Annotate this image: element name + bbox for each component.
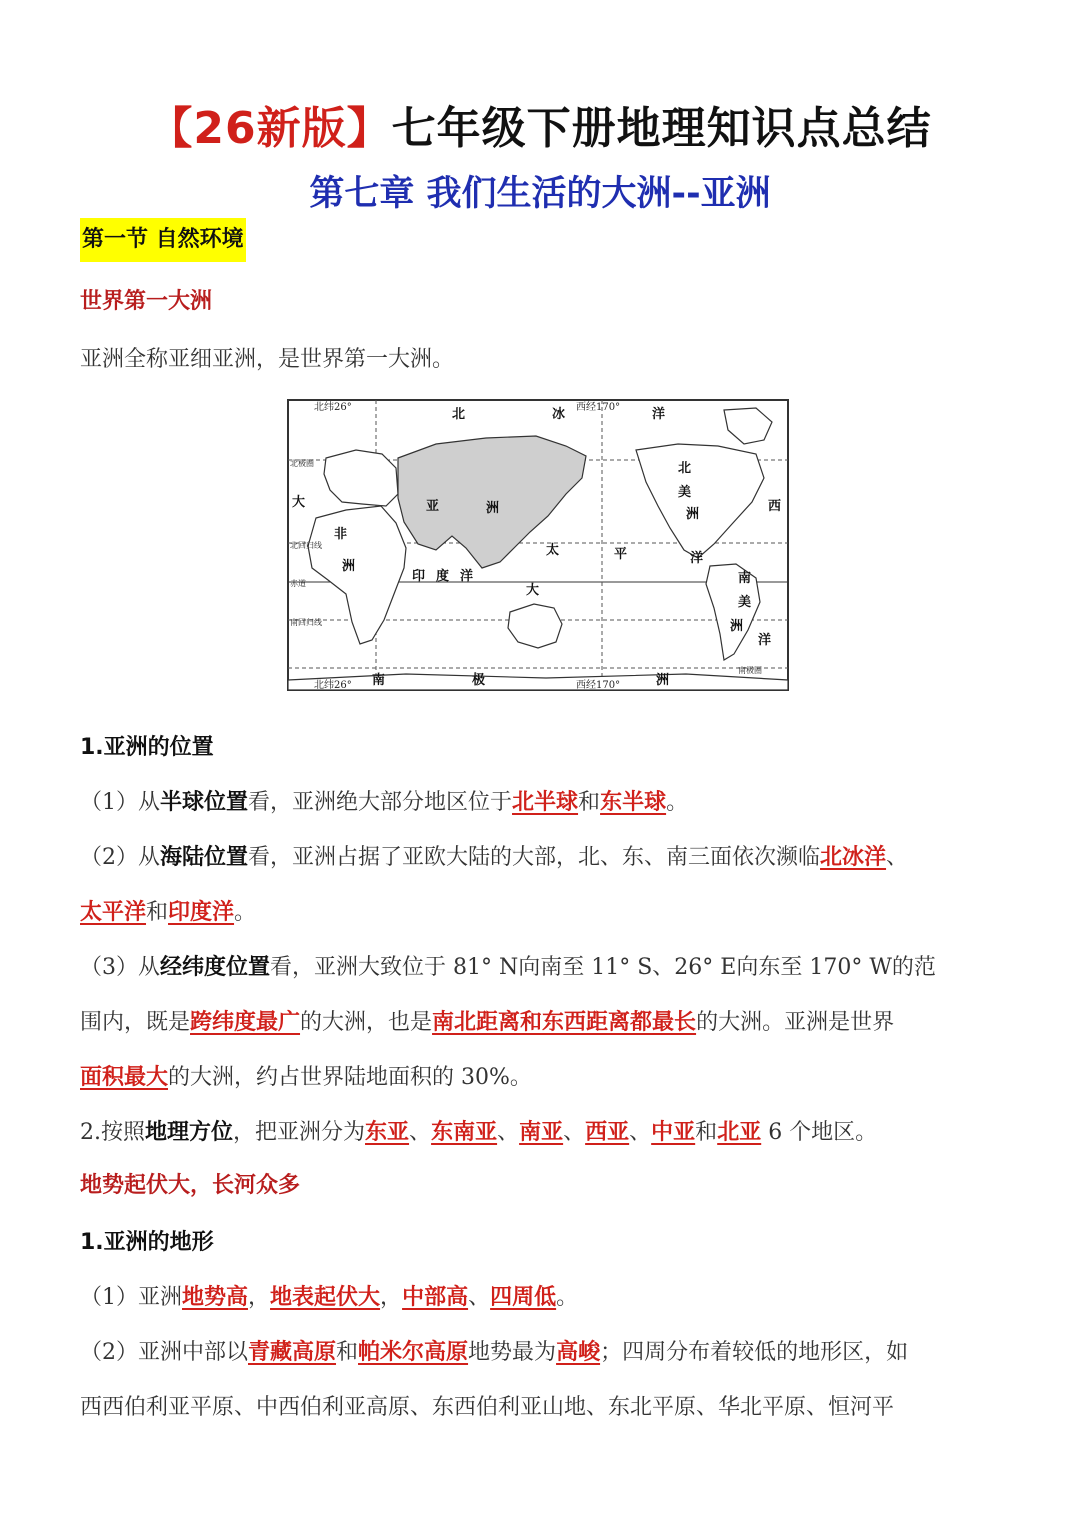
para-latlon-2: 围内，既是跨纬度最广的大洲，也是南北距离和东西距离都最长的大洲。亚洲是世界	[80, 1009, 895, 1035]
label-na-3: 洲	[686, 507, 700, 522]
label-indian-2: 度	[436, 569, 450, 584]
label-africa-2: 洲	[342, 559, 356, 574]
label-sa-3: 洲	[730, 619, 744, 634]
label-na-1: 北	[678, 461, 692, 476]
para-hemisphere: （1）从半球位置看，亚洲绝大部分地区位于北半球和东半球。	[80, 789, 689, 815]
label-equator: 赤道	[290, 579, 306, 588]
heading-asia-terrain: 1.亚洲的地形	[80, 1230, 214, 1255]
label-lon-br: 西经170°	[576, 680, 621, 691]
section-heading: 第一节 自然环境	[80, 218, 246, 262]
subheading-terrain-rivers: 地势起伏大，长河众多	[80, 1173, 301, 1198]
label-indian-1: 印	[412, 569, 426, 584]
chapter-title: 第七章 我们生活的大洲--亚洲	[309, 174, 771, 214]
label-south-2: 极	[472, 673, 486, 688]
label-indian-3: 洋	[460, 569, 474, 584]
subheading-largest-continent: 世界第一大洲	[80, 289, 213, 314]
heading-asia-location: 1.亚洲的位置	[80, 735, 214, 760]
para-terrain-1: （1）亚洲地势高，地表起伏大，中部高、四周低。	[80, 1284, 579, 1310]
label-ocean-n2: 冰	[552, 407, 566, 422]
para-terrain-2: （2）亚洲中部以青藏高原和帕米尔高原地势最为高峻；四周分布着较低的地形区，如	[80, 1339, 909, 1365]
para-latlon: （3）从经纬度位置看，亚洲大致位于 81° N向南至 11° S、26° E向东至 170° W的范	[80, 954, 936, 980]
label-tropic-north: 北回归线	[290, 541, 322, 550]
label-lat-tl: 北纬26°	[314, 402, 352, 413]
label-arctic-circle: 北极圈	[290, 459, 314, 468]
label-atl-3: 洋	[758, 633, 772, 648]
label-lat-bl: 北纬26°	[314, 680, 352, 691]
label-oceania: 大	[526, 583, 540, 598]
label-ocean-n3: 洋	[652, 407, 666, 422]
label-atl-1: 大	[292, 495, 306, 510]
label-pacific-1: 太	[546, 543, 560, 558]
title-edition: 【26新版】	[148, 103, 392, 154]
para-regions: 2.按照地理方位，把亚洲分为东亚、东南亚、南亚、西亚、中亚和北亚 6 个地区。	[80, 1119, 878, 1145]
label-antarctic-circle: 南极圈	[738, 666, 762, 675]
label-asia-2: 洲	[486, 501, 500, 516]
para-sea-land: （2）从海陆位置看，亚洲占据了亚欧大陆的大部，北、东、南三面依次濒临北冰洋、	[80, 844, 909, 870]
label-na-2: 美	[678, 485, 692, 500]
para-latlon-3: 面积最大的大洲，约占世界陆地面积的 30%。	[80, 1064, 532, 1090]
label-tropic-south: 南回归线	[290, 618, 322, 627]
label-pacific-3: 洋	[690, 551, 704, 566]
para-terrain-2-cont: 西西伯利亚平原、中西伯利亚高原、东西伯利亚山地、东北平原、华北平原、恒河平	[80, 1395, 895, 1420]
intro-paragraph: 亚洲全称亚细亚洲，是世界第一大洲。	[80, 347, 455, 372]
title-main: 七年级下册地理知识点总结	[391, 103, 932, 154]
label-africa-1: 非	[334, 527, 348, 542]
label-sa-2: 美	[738, 595, 752, 610]
label-atl-2: 西	[768, 499, 782, 514]
label-sa-1: 南	[738, 571, 752, 586]
label-lon-tr: 西经170°	[576, 402, 621, 413]
label-asia-1: 亚	[426, 499, 440, 514]
world-map-asia	[286, 398, 790, 692]
label-pacific-2: 平	[614, 547, 628, 562]
label-ocean-n1: 北	[452, 407, 466, 422]
label-south-1: 南	[372, 673, 386, 688]
document-title	[0, 92, 1080, 156]
para-sea-land-cont: 太平洋和印度洋。	[80, 899, 257, 925]
label-south-3: 洲	[656, 673, 670, 688]
